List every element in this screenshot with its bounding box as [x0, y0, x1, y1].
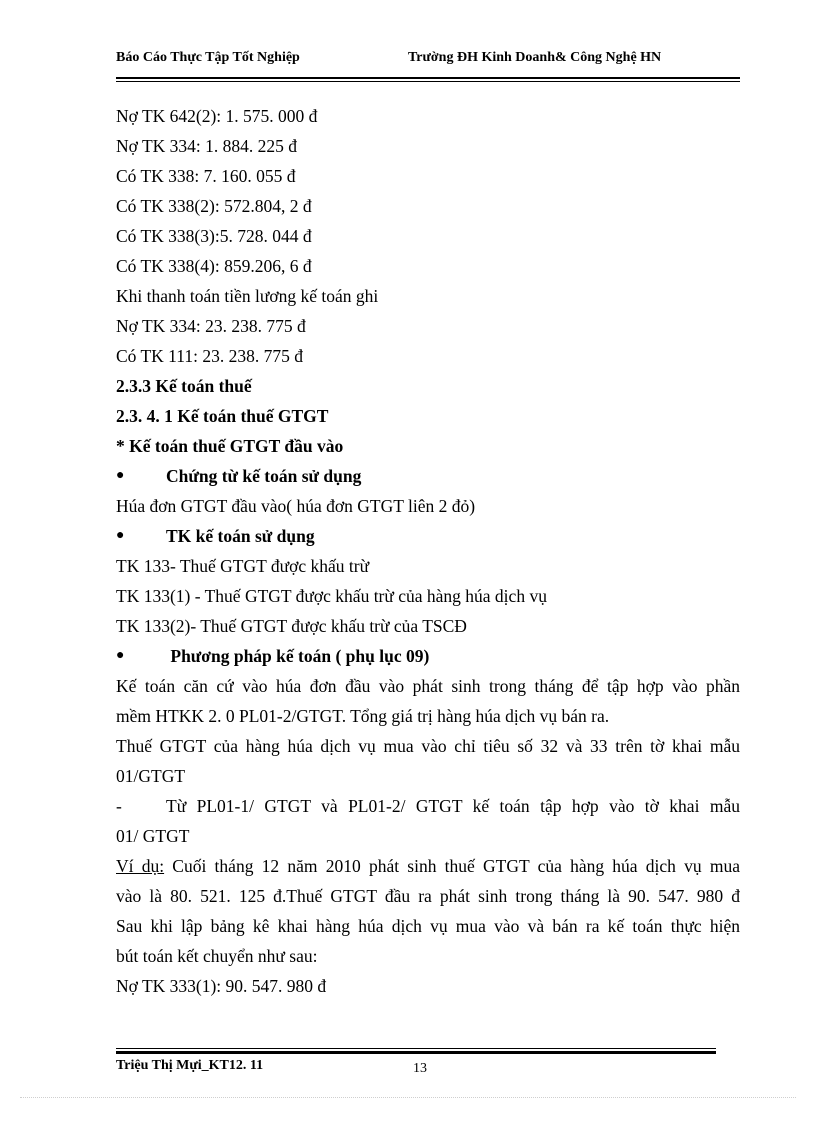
dash-item: [116, 791, 740, 821]
bullet-text: TK kế toán sử dụng: [166, 526, 315, 546]
bullet-text: Chứng từ kế toán sử dụng: [166, 466, 362, 486]
example-line: [116, 851, 740, 881]
text-line: Có TK 338(4): 859.206, 6 đ: [116, 256, 312, 276]
paragraph-line: Sau khi lập bảng kê khai hàng húa dịch vụ mua vào và bán ra kế toán thực hiện: [116, 916, 740, 936]
bullet-icon: ●: [116, 468, 125, 483]
header-report-title: Báo Cáo Thực Tập Tốt Nghiệp: [116, 50, 300, 65]
page-edge-dotted-line: [20, 1097, 796, 1098]
text-line: Có TK 111: 23. 238. 775 đ: [116, 346, 303, 366]
header-school-name: Trường ĐH Kinh Doanh& Công Nghệ HN: [408, 50, 662, 65]
paragraph-line: mềm HTKK 2. 0 PL01-2/GTGT. Tổng giá trị hàng húa dịch vụ bán ra.: [116, 706, 610, 726]
bullet-item: [116, 641, 740, 671]
text-line: Có TK 338: 7. 160. 055 đ: [116, 166, 296, 186]
paragraph-line: Kế toán căn cứ vào húa đơn đầu vào phát sinh trong tháng để tập hợp vào phần: [116, 676, 740, 696]
header-rule-thick: [116, 77, 740, 79]
paragraph-line: bút toán kết chuyển như sau:: [116, 946, 318, 966]
text-line: TK 133(2)- Thuế GTGT được khấu trừ của TSCĐ: [116, 616, 467, 636]
paragraph-line: Thuế GTGT của hàng húa dịch vụ mua vào chỉ tiêu số 32 và 33 trên tờ khai mẫu: [116, 736, 740, 756]
dash-marker: -: [116, 796, 122, 816]
text-line: Nợ TK 642(2): 1. 575. 000 đ: [116, 106, 318, 126]
text-line: Nợ TK 334: 23. 238. 775 đ: [116, 316, 306, 336]
bullet-item: [116, 521, 740, 551]
text-line: Húa đơn GTGT đầu vào( húa đơn GTGT liên 2 đỏ): [116, 496, 476, 516]
text-line: Khi thanh toán tiền lương kế toán ghi: [116, 286, 379, 306]
bullet-icon: ●: [116, 648, 125, 663]
example-text: Cuối tháng 12 năm 2010 phát sinh thuế GTGT của hàng húa dịch vụ mua: [164, 856, 740, 876]
paragraph-line: 01/ GTGT: [116, 826, 190, 846]
bullet-icon: ●: [116, 528, 125, 543]
subsection-heading: * Kế toán thuế GTGT đầu vào: [116, 436, 344, 456]
paragraph-line: vào là 80. 521. 125 đ.Thuế GTGT đầu ra phát sinh trong tháng là 90. 547. 980 đ: [116, 886, 740, 906]
text-line: Có TK 338(3):5. 728. 044 đ: [116, 226, 312, 246]
text-line: Nợ TK 334: 1. 884. 225 đ: [116, 136, 298, 156]
text-line: TK 133- Thuế GTGT được khấu trừ: [116, 556, 370, 576]
footer-rule-thin: [116, 1048, 716, 1049]
text-line: TK 133(1) - Thuế GTGT được khấu trừ của hàng húa dịch vụ: [116, 586, 547, 606]
text-line: Có TK 338(2): 572.804, 2 đ: [116, 196, 312, 216]
text-line: Nợ TK 333(1): 90. 547. 980 đ: [116, 976, 327, 996]
header-rule-thin: [116, 81, 740, 82]
dash-text: Từ PL01-1/ GTGT và PL01-2/ GTGT kế toán tập hợp vào tờ khai mẫu: [166, 796, 740, 816]
subsection-heading: 2.3. 4. 1 Kế toán thuế GTGT: [116, 406, 329, 426]
bullet-text: Phương pháp kế toán ( phụ lục 09): [166, 646, 430, 666]
page-number: 13: [413, 1061, 427, 1076]
section-heading: 2.3.3 Kế toán thuế: [116, 376, 252, 396]
footer-rule-thick: [116, 1051, 716, 1054]
document-body: [116, 101, 740, 1001]
bullet-item: [116, 461, 740, 491]
example-label: Ví dụ:: [116, 856, 165, 876]
footer-author: Triệu Thị Mựi_KT12. 11: [116, 1058, 264, 1073]
paragraph-line: 01/GTGT: [116, 766, 186, 786]
